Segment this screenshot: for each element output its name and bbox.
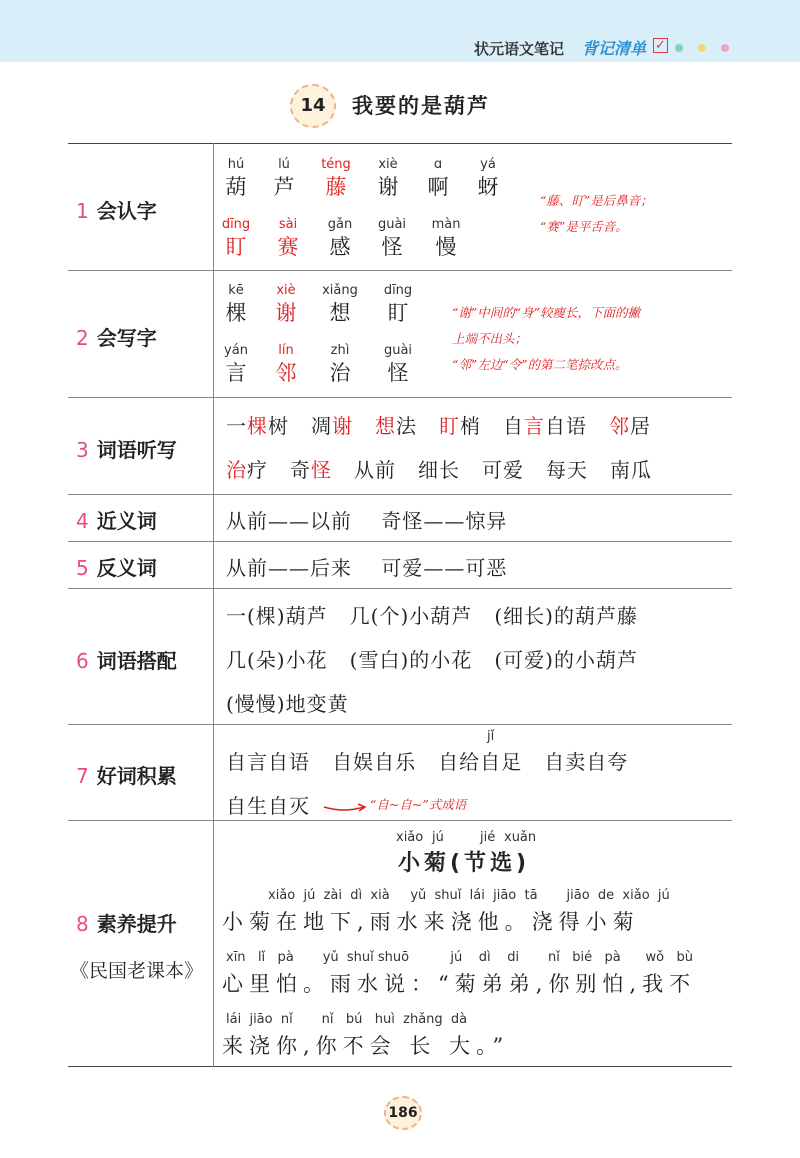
pronunciation-note: “藤、盯”是后鼻音； xyxy=(540,193,653,208)
dot-icon xyxy=(698,44,706,52)
char-item: xiǎng 想 xyxy=(322,283,358,325)
char-item: yán 言 xyxy=(224,343,248,385)
writing-note: 上端不出头； xyxy=(452,331,528,346)
collocation-line: 几(朵)小花 (雪白)的小花 (可爱)的小葫芦 xyxy=(226,648,638,672)
dot-icon xyxy=(675,44,683,52)
story-line: 来浇你,你不会 长 大。” xyxy=(222,1034,510,1058)
title-pinyin: jié xyxy=(480,830,496,845)
pinyin-annotation: jǐ xyxy=(487,729,495,744)
brand-label: 背记清单 xyxy=(582,39,647,58)
good-words-line: 自生自灭 xyxy=(226,794,310,818)
char-item: téng 藤 xyxy=(321,157,351,199)
row-divider xyxy=(68,820,732,821)
section-label-collocation: 6 词语搭配 xyxy=(76,649,177,673)
row-divider xyxy=(68,270,732,271)
title-pinyin: jú xyxy=(432,830,444,845)
char-item: gǎn 感 xyxy=(327,217,353,259)
story-pinyin: xiǎo jú zài dì xià yǔ shuǐ lái jiāo tā jiāo de xiǎo jú xyxy=(268,888,670,903)
char-item: guài 怪 xyxy=(377,217,407,259)
section-label-write: 2 会写字 xyxy=(76,326,157,350)
char-item: yá 蚜 xyxy=(477,157,499,199)
story-line: 小菊在地下,雨水来浇他。浇得小菊 xyxy=(222,910,640,934)
title-pinyin: xuǎn xyxy=(504,830,537,845)
table-bottom-line xyxy=(68,1066,732,1067)
char-item: zhì 治 xyxy=(329,343,351,385)
char-item: kē 棵 xyxy=(225,283,247,325)
antonyms-text: 从前——后来 可爱——可恶 xyxy=(226,556,508,580)
section-label-antonyms: 5 反义词 xyxy=(76,556,157,580)
story-pinyin: xīn lǐ pà yǔ shuǐ shuō jú dì di nǐ bié pà wǒ bù xyxy=(226,950,693,965)
column-divider xyxy=(213,143,214,1067)
page-number: 186 xyxy=(384,1096,422,1130)
char-item: xiè 谢 xyxy=(275,283,297,325)
char-item: guài 怪 xyxy=(383,343,413,385)
section-label-good-words: 7 好词积累 xyxy=(76,764,177,788)
row-divider xyxy=(68,541,732,542)
section-label-recognize: 1 会认字 xyxy=(76,199,157,223)
writing-note: “邻”左边“令”的第二笔捺改点。 xyxy=(452,357,628,372)
writing-note: “谢”中间的“身”较瘦长，下面的撇 xyxy=(452,305,641,320)
section-sublabel-reading: 《民国老课本》 xyxy=(70,960,204,982)
arrow-icon xyxy=(322,802,368,814)
char-item: lín 邻 xyxy=(275,343,297,385)
idiom-pattern-note: “自~自~”式成语 xyxy=(370,797,467,812)
synonyms-text: 从前——以前 奇怪——惊异 xyxy=(226,509,508,533)
dictation-line: 一棵树 凋谢 想法 盯梢 自言自语 邻居 xyxy=(226,414,651,438)
lesson-number: 14 xyxy=(290,84,336,128)
collocation-line: 一(棵)葫芦 几(个)小葫芦 (细长)的葫芦藤 xyxy=(226,604,638,628)
good-words-line: 自言自语 自娱自乐 自给自足 自卖自夸 xyxy=(226,750,629,774)
section-label-synonyms: 4 近义词 xyxy=(76,509,157,533)
char-item: lú 芦 xyxy=(273,157,295,199)
char-item: ɑ 啊 xyxy=(427,157,449,199)
title-pinyin: xiǎo xyxy=(396,830,424,845)
char-item: hú 葫 xyxy=(225,157,247,199)
char-item: xiè 谢 xyxy=(377,157,399,199)
dictation-line: 治疗 奇怪 从前 细长 可爱 每天 南瓜 xyxy=(226,458,652,482)
section-label-reading: 8 素养提升 xyxy=(76,912,177,936)
row-divider xyxy=(68,724,732,725)
row-divider xyxy=(68,494,732,495)
story-title: 小菊(节选) xyxy=(398,851,531,876)
char-item: dīng 盯 xyxy=(383,283,413,325)
section-label-dictation: 3 词语听写 xyxy=(76,438,177,462)
lesson-title: 我要的是葫芦 xyxy=(352,94,490,118)
check-icon: ✓ xyxy=(653,38,668,53)
story-line: 心里怕。雨水说：“菊弟弟,你别怕,我不 xyxy=(222,972,697,996)
book-title: 状元语文笔记 xyxy=(474,40,565,58)
collocation-line: (慢慢)地变黄 xyxy=(226,692,349,716)
dot-icon xyxy=(721,44,729,52)
row-divider xyxy=(68,397,732,398)
story-pinyin: lái jiāo nǐ nǐ bú huì zhǎng dà xyxy=(226,1012,468,1027)
pronunciation-note: “赛”是平舌音。 xyxy=(540,219,628,234)
header-bar xyxy=(0,0,800,62)
char-item: màn 慢 xyxy=(431,217,461,259)
table-top-line xyxy=(68,143,732,144)
char-item: dīng 盯 xyxy=(221,217,251,259)
char-item: sài 赛 xyxy=(277,217,299,259)
row-divider xyxy=(68,588,732,589)
